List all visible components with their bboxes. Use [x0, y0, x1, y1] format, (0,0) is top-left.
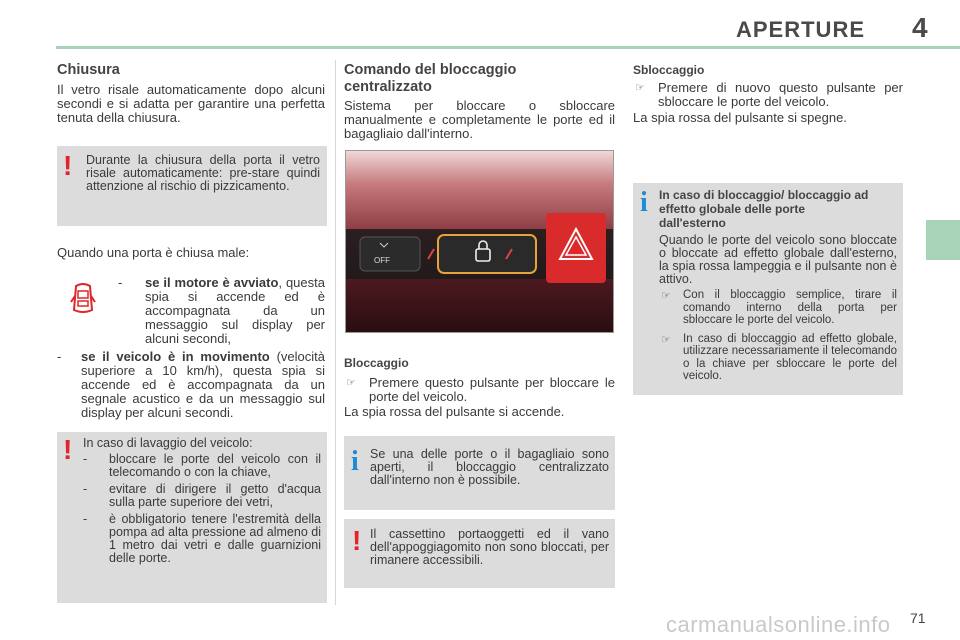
warning-box-glovebox	[344, 519, 615, 588]
engine-on-item	[118, 276, 325, 346]
chapter-number: 4	[912, 12, 928, 43]
dash: -	[57, 349, 62, 364]
engine-on-text: , questa spia si accende ed è accompagnata da un messaggio sul display per alcuni secondi,	[145, 275, 325, 346]
doors-open-text: Se una delle porte o il bagagliaio sono aperti, il bloccaggio centralizzato dall'interno non è possibile.	[370, 447, 609, 487]
info-icon: i	[640, 187, 648, 218]
washing-title: In caso di lavaggio del veicolo:	[83, 436, 253, 450]
dash: -	[83, 482, 88, 496]
unlock-step-text: Premere di nuovo questo pulsante per sbloccare le porte del veicolo.	[658, 80, 903, 109]
heading-unlocking: Sbloccaggio	[633, 63, 705, 77]
door-open-car-icon	[70, 282, 96, 316]
warning-pinch-text: Durante la chiusura della porta il vetro risale automaticamente: pre-stare quindi attenzione al rischio di pizzicamento.	[86, 153, 320, 193]
moving-bold: se il veicolo è in movimento	[81, 349, 270, 364]
unlock-step	[633, 81, 903, 109]
central-locking-intro: Sistema per bloccare o sbloccare manualmente e completamente le porte ed il bagagliaio dall'interno.	[344, 98, 615, 141]
engine-on-bold: se il motore è avviato	[145, 275, 279, 290]
chapter-tab	[926, 220, 960, 260]
external-lock-title: In caso di bloccaggio/ bloccaggio ad effetto globale delle porte dall'esterno	[659, 188, 869, 230]
watermark: carmanualsonline.info	[666, 612, 891, 637]
lock-result: La spia rossa del pulsante si accende.	[344, 404, 565, 419]
header-rule	[56, 46, 960, 49]
list-item: ☞ In caso di bloccaggio ad effetto globale, utilizzare necessariamente il telecomando o la chiave per sbloccare le porte del veicolo.	[661, 332, 897, 382]
moving-text: (velocità superiore a 10 km/h), questa spia si accende ed è accompagnata da un segnale acustico e da un messaggio sul display per alcuni secondi.	[81, 349, 325, 420]
dash: -	[83, 512, 88, 526]
heading-central-locking: Comando del bloccaggio centralizzato	[344, 62, 517, 95]
heading-chiusura: Chiusura	[57, 62, 120, 78]
lock-step	[344, 376, 615, 404]
closed-badly-text: Quando una porta è chiusa male:	[57, 245, 250, 260]
external-lock-list	[659, 289, 897, 383]
external-lock-body: Quando le porte del veicolo sono bloccate o bloccate ad effetto globale dall'esterno, la spia rossa lampeggia e il pulsante non è attivo.	[659, 233, 897, 286]
list-item: - bloccare le porte del veicolo con il telecomando o con la chiave,	[83, 452, 321, 479]
chiusura-intro: Il vetro risale automaticamente dopo alcuni secondi e si adatta per garantire una perfetta tenuta della chiusura.	[57, 82, 325, 125]
warning-icon: !	[352, 525, 362, 556]
hand-pointer-icon: ☞	[661, 333, 671, 346]
warning-icon: !	[63, 150, 73, 181]
page-number: 71	[910, 610, 926, 626]
hand-pointer-icon: ☞	[661, 290, 671, 302]
warning-icon: !	[63, 434, 73, 465]
moving-item	[57, 350, 325, 420]
column-divider	[335, 60, 336, 605]
list-item: ☞ Con il bloccaggio semplice, tirare il comando interno della porta per sbloccare le porte del veicolo.	[661, 289, 897, 326]
chapter-title: APERTURE	[736, 17, 866, 42]
hand-pointer-icon: ☞	[635, 82, 645, 94]
dashboard-lock-button-photo	[345, 150, 614, 333]
info-icon: i	[351, 446, 359, 477]
heading-locking: Bloccaggio	[344, 356, 409, 370]
info-box-external-lock	[633, 183, 903, 395]
lock-step-text: Premere questo pulsante per bloccare le porte del veicolo.	[369, 375, 615, 404]
off-label: OFF	[374, 256, 390, 265]
info-box-doors-open	[344, 436, 615, 510]
dash: -	[83, 452, 88, 466]
list-item: - evitare di dirigere il getto d'acqua sulla parte superiore dei vetri,	[83, 482, 321, 509]
hand-pointer-icon: ☞	[346, 377, 356, 389]
list-item: - è obbligatorio tenere l'estremità della pompa ad alta pressione ad almeno di 1 metro dai vetri e dalle guarnizioni delle porte.	[83, 512, 321, 565]
dash: -	[118, 275, 123, 290]
warning-box-washing	[57, 432, 327, 603]
washing-list	[83, 453, 321, 565]
unlock-result: La spia rossa del pulsante si spegne.	[633, 110, 847, 125]
glovebox-text: Il cassettino portaoggetti ed il vano dell'appoggiagomito non sono bloccati, per rimanere accessibili.	[370, 527, 609, 567]
warning-box-pinch	[57, 146, 327, 226]
